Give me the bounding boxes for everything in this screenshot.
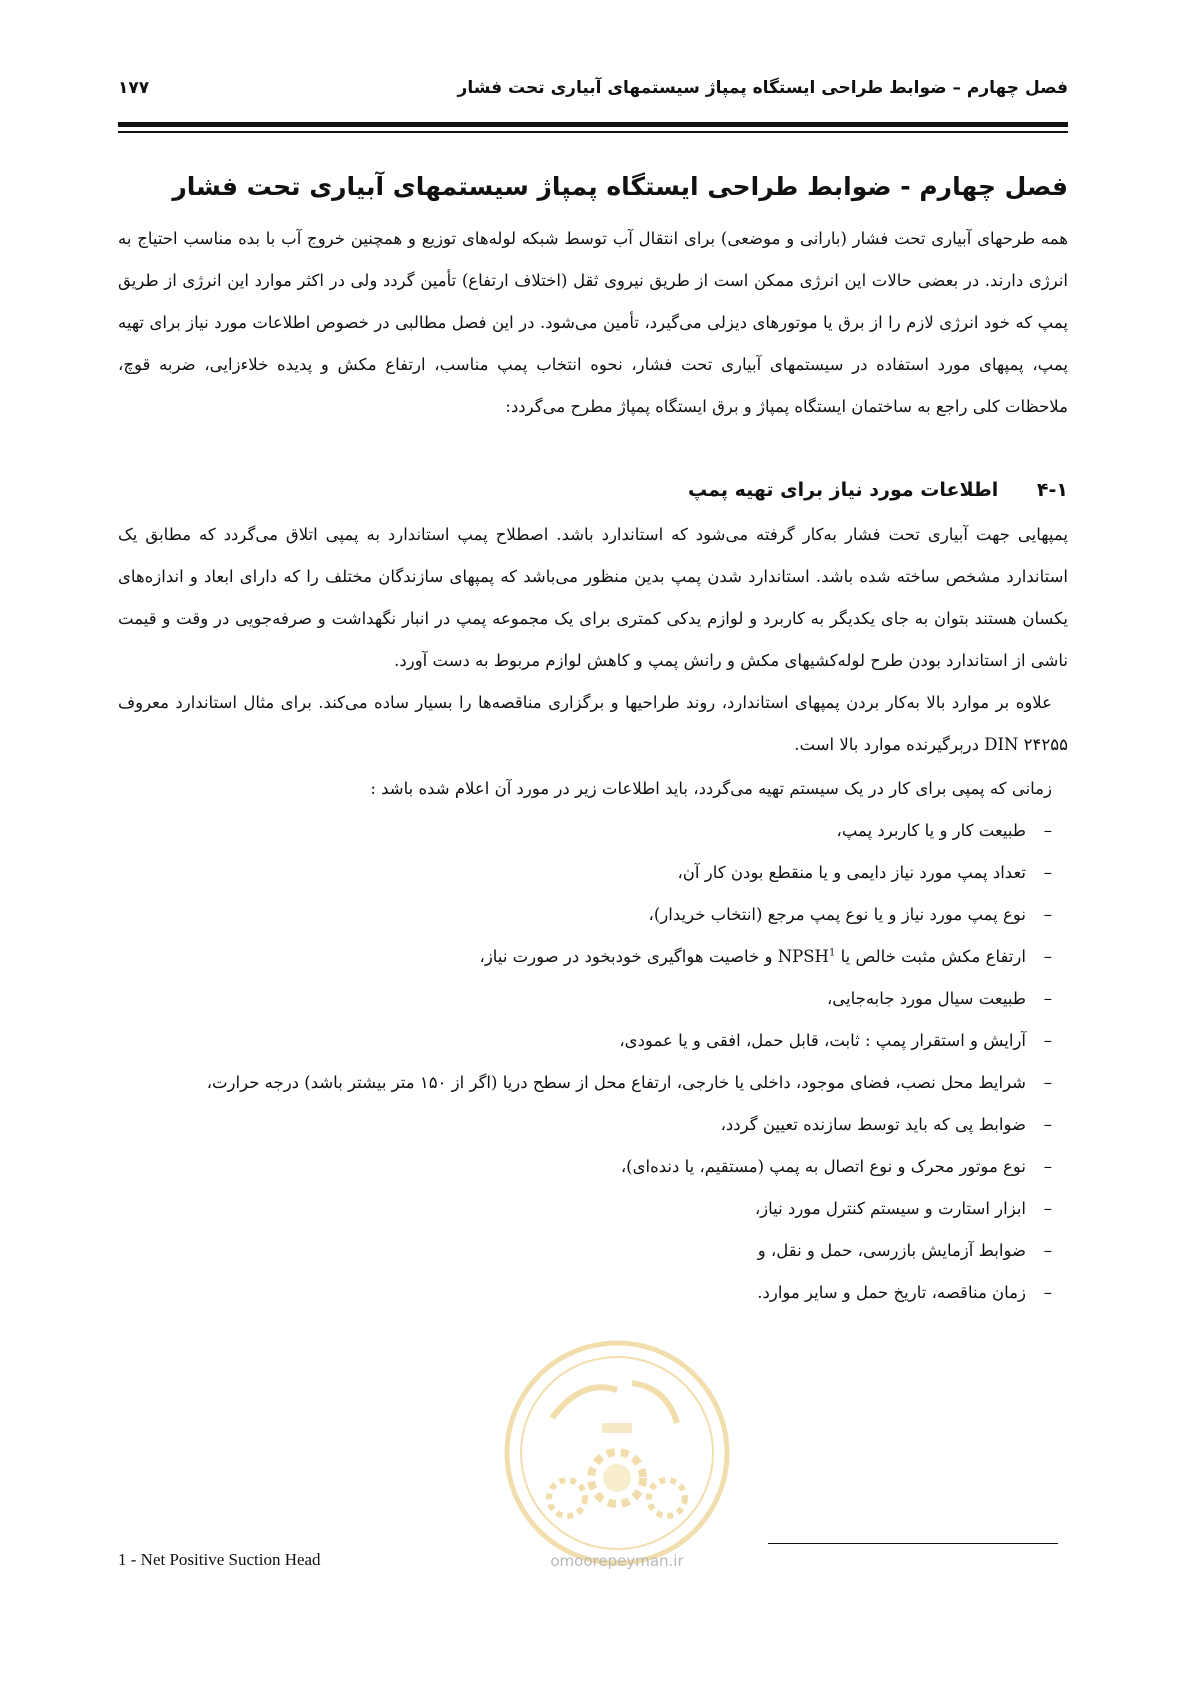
- list-item: – زمان مناقصه، تاریخ حمل و سایر موارد.: [118, 1272, 1068, 1314]
- section-heading: [118, 470, 1068, 510]
- list-dash: –: [1043, 1115, 1052, 1134]
- requirements-list: [118, 810, 1068, 1314]
- running-title: فصل چهارم – ضوابط طراحی ایستگاه پمپاژ سیستمهای آبیاری تحت فشار: [457, 78, 1068, 98]
- list-item: – نوع پمپ مورد نیاز و یا نوع پمپ مرجع (انتخاب خریدار)،: [118, 894, 1068, 936]
- page-number: ۱۷۷: [118, 78, 150, 98]
- footnote: 1 - Net Positive Suction Head: [118, 1550, 321, 1569]
- list-dash: –: [1043, 905, 1052, 924]
- list-dash: –: [1043, 947, 1052, 966]
- header-rule-thick: [118, 122, 1068, 127]
- list-dash: –: [1043, 821, 1052, 840]
- list-dash: –: [1043, 1283, 1052, 1302]
- list-dash: –: [1043, 1073, 1052, 1092]
- list-dash: –: [1043, 1031, 1052, 1050]
- list-dash: –: [1043, 863, 1052, 882]
- list-item: – نوع موتور محرک و نوع اتصال به پمپ (مستقیم، یا دنده‌ای)،: [118, 1146, 1068, 1188]
- list-intro: زمانی که پمپی برای کار در یک سیستم تهیه می‌گردد، باید اطلاعات زیر در مورد آن اعلام شده باشد :: [370, 779, 1052, 798]
- main-content: [118, 150, 1068, 1314]
- section-number: ۴-۱: [1036, 479, 1068, 501]
- section-paragraph-1: پمپهایی جهت آبیاری تحت فشار به‌کار گرفته می‌شود که استاندارد باشد. اصطلاح پمپ استاندارد به پمپی اتلاق می‌گردد که مطابق یک استاندارد مشخص ساخته شده باشد. استاندارد شدن پمپ بدین منظور می‌باشد که پمپهای سازندگان مختلف را که دارای ابعاد و اندازه‌های یکسان هستند بتوان به جای یکدیگر به کاربرد و لوازم یدکی کمتری برای یک مجموعه پمپ در انبار نگهداشت و صرفه‌جویی در وقت و قیمت ناشی از استاندارد بودن طرح لوله‌کشیهای مکش و رانش پمپ و کاهش لوازم مربوط به دست آورد.: [118, 525, 1068, 670]
- watermark-url: omoorepeyman.ir: [550, 1552, 684, 1570]
- list-dash: –: [1043, 1199, 1052, 1218]
- watermark-seal-logo: [492, 1328, 742, 1578]
- chapter-title: فصل چهارم - ضوابط طراحی ایستگاه پمپاژ سیستمهای آبیاری تحت فشار: [172, 172, 1068, 201]
- section-paragraph-2: علاوه بر موارد بالا به‌کار بردن پمپهای استاندارد، روند طراحیها و برگزاری مناقصه‌ها را بسیار ساده می‌کند. برای مثال استاندارد معروف DIN ۲۴۲۵۵ دربرگیرنده موارد بالا است.: [118, 693, 1068, 754]
- list-item: – شرایط محل نصب، فضای موجود، داخلی یا خارجی، ارتفاع محل از سطح دریا (اگر از ۱۵۰ متر بیشتر باشد) درجه حرارت،: [118, 1062, 1068, 1104]
- list-dash: –: [1043, 989, 1052, 1008]
- footnote-rule: [768, 1543, 1058, 1544]
- list-item: – ضوابط آزمایش بازرسی، حمل و نقل، و: [118, 1230, 1068, 1272]
- list-item: – آرایش و استقرار پمپ : ثابت، قابل حمل، افقی و یا عمودی،: [118, 1020, 1068, 1062]
- header-rule-thin: [118, 131, 1068, 133]
- list-dash: –: [1043, 1241, 1052, 1260]
- list-item: – ارتفاع مکش مثبت خالص یا NPSH$^1$ و خاصیت هواگیری خودبخود در صورت نیاز،: [118, 936, 1068, 978]
- running-header: [118, 66, 1068, 110]
- list-item: – تعداد پمپ مورد نیاز دایمی و یا منقطع بودن کار آن،: [118, 852, 1068, 894]
- list-item: – طبیعت کار و یا کاربرد پمپ،: [118, 810, 1068, 852]
- list-item: – طبیعت سیال مورد جابه‌جایی،: [118, 978, 1068, 1020]
- list-item: – ضوابط پی که باید توسط سازنده تعیین گردد،: [118, 1104, 1068, 1146]
- footnote-marker: 1: [828, 947, 836, 959]
- list-item: – ابزار استارت و سیستم کنترل مورد نیاز،: [118, 1188, 1068, 1230]
- chapter-intro-paragraph: همه طرحهای آبیاری تحت فشار (بارانی و موضعی) برای انتقال آب توسط شبکه لوله‌های توزیع و همچنین خروج آب با بده مناسب احتیاج به انرژی دارند. در بعضی حالات این انرژی ممکن است از طریق نیروی ثقل (اختلاف ارتفاع) تأمین گردد ولی در اکثر موارد این انرژی از طریق پمپ که خود انرژی لازم را از برق یا موتورهای دیزلی می‌گیرد، تأمین می‌شود. در این فصل مطالبی در خصوص اطلاعات مورد نیاز برای تهیه پمپ، پمپهای مورد استفاده در سیستمهای آبیاری تحت فشار، نحوه انتخاب پمپ مناسب، ارتفاع مکش و پدیده خلاءزایی، ضربه قوچ، ملاحظات کلی راجع به ساختمان ایستگاه پمپاژ و برق ایستگاه پمپاژ مطرح می‌گردد:: [118, 229, 1068, 416]
- list-dash: –: [1043, 1157, 1052, 1176]
- section-title: اطلاعات مورد نیاز برای تهیه پمپ: [688, 479, 999, 501]
